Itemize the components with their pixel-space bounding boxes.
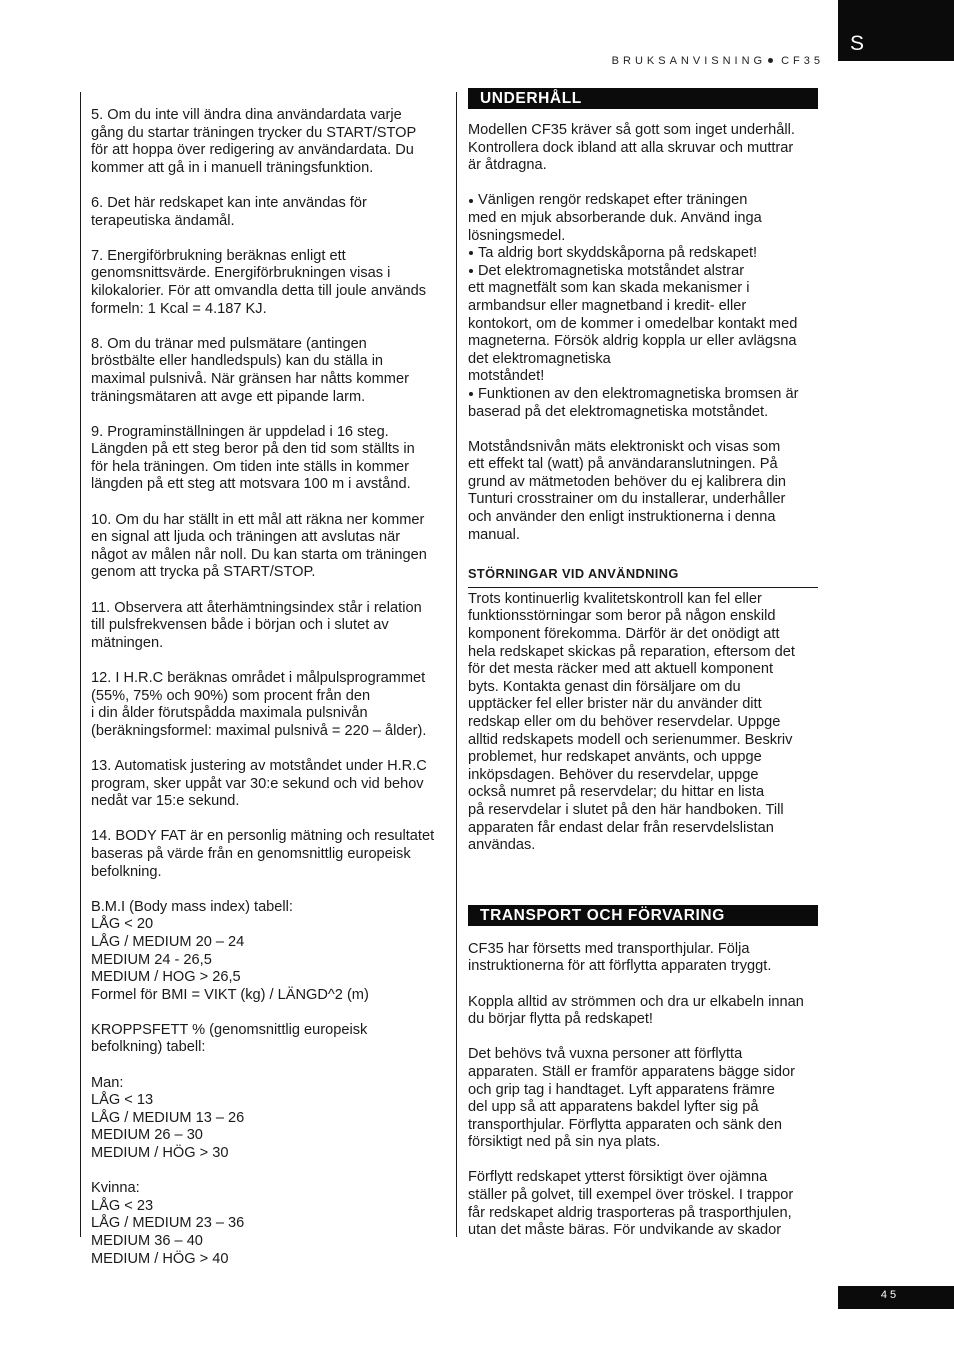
- paragraph-7: 7. Energiförbrukning beräknas enligt ett genomsnittsvärde. Energiförbrukningen visas i kilokalorier. För att omvandla detta till joule används formeln: 1 Kcal = 4.187 KJ.: [91, 247, 427, 317]
- left-column: [91, 107, 441, 1286]
- header-title: BRUKSANVISNING: [611, 55, 767, 67]
- transport-paragraph-1: CF35 har försetts med transporthjular. Följa instruktionerna för att förflytta apparaten tryggt.: [468, 940, 772, 975]
- right-column: [468, 88, 820, 1240]
- paragraph-5: 5. Om du inte vill ändra dina användardata varje gång du startar träningen trycker du START/STOP för att hoppa över redigering av användardata. Du kommer att gå in i manuell träningsfunktion.: [91, 107, 417, 176]
- bullet-dot-icon: [768, 58, 773, 63]
- paragraph-12: 12. I H.R.C beräknas området i målpulsprogrammet (55%, 75% och 90%) som procent från den i din ålder förutspådda maximala pulsnivån (beräkningsformel: maximal pulsnivå = 220 – ålder).: [91, 670, 427, 739]
- paragraph-13: 13. Automatisk justering av motståndet under H.R.C program, sker uppåt var 30:e sekund och vid behov nedåt var 15:e sekund.: [91, 757, 427, 810]
- underhall-intro: Modellen CF35 kräver så gott som inget underhåll. Kontrollera dock ibland att alla skruvar och muttrar är åtdragna.: [468, 122, 795, 174]
- storningar-body: Trots kontinuerlig kvalitetskontroll kan fel eller funktionsstörningar som beror på någon enskild komponent förekomma. Därför är det onödigt att hela redskapet skickas på reparation, eftersom det för det mesta räcker med att aktuell komponent byts. Kontakta genast din försäljare om du upptäcker fel eller brister när du använder ditt redskap eller om du behöver reservdelar. Uppge alltid redskapets modell och serienummer. Beskriv problemet, hur redskapet använts, och uppge inköpsdagen. Behöver du reservdelar, uppge också numret på reservdelar; du hittar en lista på reservdelar i slutet på den här handboken. Till apparaten får endast delar från reservdelslistan användas.: [468, 590, 795, 854]
- paragraph-6: 6. Det här redskapet kan inte användas för terapeutiska ändamål.: [91, 194, 367, 229]
- transport-paragraph-2: Koppla alltid av strömmen och dra ur elkabeln innan du börjar flytta på redskapet!: [468, 993, 804, 1028]
- underhall-bullet-3: Det elektromagnetiska motståndet alstrar ett magnetfält som kan skada mekanismer i armbandsur eller magnetband i kredit- eller kontokort, om de kommer i omedelbar kontakt med magneterna. Försök aldrig koppla ur eller avlägsna det elektromagnetiska motståndet!: [468, 263, 820, 386]
- header-model: CF35: [781, 55, 824, 67]
- section-heading-underhall: UNDERHÅLL: [468, 88, 818, 109]
- running-header: [612, 55, 824, 67]
- paragraph-9: 9. Programinställningen är uppdelad i 16 steg. Längden på ett steg beror på den tid som ställts in för hela träningen. Om tiden inte ställs in kommer längden på ett steg att motsvara 100 m i avstånd.: [91, 423, 415, 493]
- underhall-outro: Motståndsnivån mäts elektroniskt och visas som ett effekt tal (watt) på användaranslutningen. På grund av mätmetoden behöver du ej kalibrera din Tunturi crosstrainer om du installerar, underhåller och använder den enligt instruktionerna i denna manual.: [468, 438, 787, 543]
- section-heading-storningar: STÖRNINGAR VID ANVÄNDNING: [468, 565, 818, 588]
- left-column-rule: [80, 92, 81, 1237]
- body-fat-heading: KROPPSFETT % (genomsnittlig europeisk befolkning) tabell:: [91, 1021, 368, 1056]
- page-number: 45: [838, 1286, 954, 1309]
- paragraph-14: 14. BODY FAT är en personlig mätning och resultatet baseras på värde från en genomsnittlig europeisk befolkning.: [91, 828, 435, 880]
- body-fat-men-table: Man: LÅG < 13 LÅG / MEDIUM 13 – 26 MEDIUM 26 – 30 MEDIUM / HÖG > 30: [91, 1074, 245, 1162]
- paragraph-8: 8. Om du tränar med pulsmätare (antingen bröstbälte eller handledspuls) kan du ställa in maximal pulsnivå. När gränsen har nåtts kommer träningsmätaren att avge ett pipande larm.: [91, 335, 409, 405]
- underhall-bullet-2: Ta aldrig bort skyddskåporna på redskapet!: [468, 245, 820, 263]
- section-heading-transport: TRANSPORT OCH FÖRVARING: [468, 905, 818, 926]
- underhall-bullet-4: Funktionen av den elektromagnetiska bromsen är baserad på det elektromagnetiska motståndet.: [468, 386, 820, 421]
- transport-paragraph-3: Det behövs två vuxna personer att förflytta apparaten. Ställ er framför apparatens bägge sidor och grip tag i handtaget. Lyft apparatens främre del upp så att apparatens bakdel lyfter sig på transporthjular. Förflytta apparaten och sänk den försiktigt ned på sin nya plats.: [468, 1046, 795, 1151]
- paragraph-11: 11. Observera att återhämtningsindex står i relation till pulsfrekvensen både i början och i slutet av mätningen.: [91, 599, 422, 651]
- underhall-bullet-1: Vänligen rengör redskapet efter träningen med en mjuk absorberande duk. Använd inga lösningsmedel.: [468, 192, 820, 245]
- language-tab: S: [838, 0, 954, 61]
- transport-paragraph-4: Förflytt redskapet ytterst försiktigt över ojämna ställer på golvet, till exempel över tröskel. I trappor får redskapet aldrig trasporteras på trasporthjulen, utan det måste bäras. För undvikande av skador: [468, 1169, 794, 1239]
- center-column-rule: [456, 92, 457, 1237]
- body-fat-women-table: Kvinna: LÅG < 23 LÅG / MEDIUM 23 – 36 MEDIUM 36 – 40 MEDIUM / HÖG > 40: [91, 1180, 245, 1267]
- paragraph-10: 10. Om du har ställt in ett mål att räkna ner kommer en signal att ljuda och träningen att avslutas när något av målen når noll. Du kan starta om träningen genom att trycka på START/STOP.: [91, 511, 427, 581]
- bmi-table: B.M.I (Body mass index) tabell: LÅG < 20 LÅG / MEDIUM 20 – 24 MEDIUM 24 - 26,5 MEDIUM / HOG > 26,5 Formel för BMI = VIKT (kg) / LÄNGD^2 (m): [91, 898, 369, 1003]
